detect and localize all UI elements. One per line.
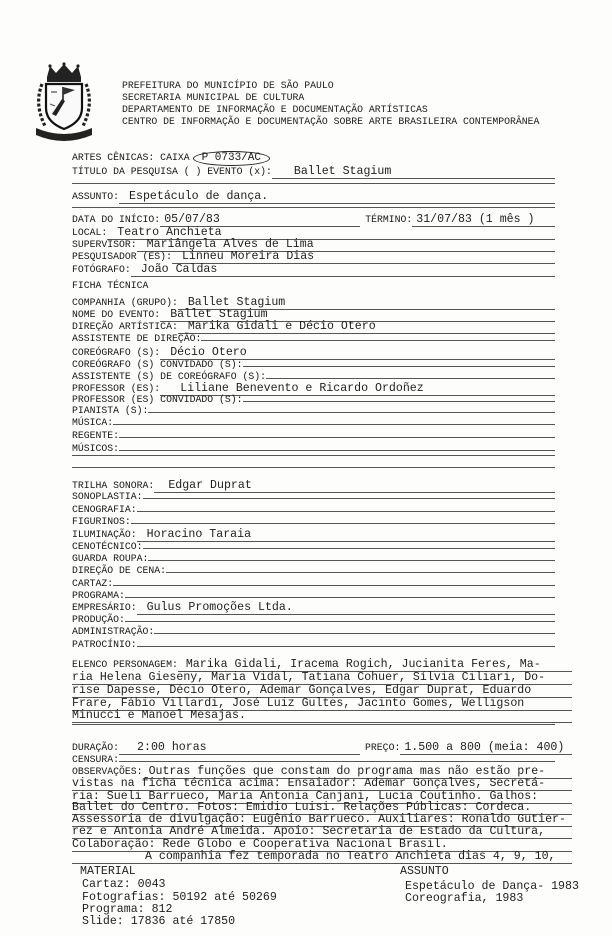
field-pesquisador: [72, 251, 555, 263]
field-patrocinio: [72, 639, 555, 651]
field-value: [137, 511, 555, 512]
blank-line: [72, 455, 555, 467]
field-value: Ballet Stagium: [160, 309, 555, 322]
blank-line: [72, 724, 555, 736]
field-value: [113, 424, 555, 425]
field-musica: [72, 417, 555, 429]
field-value: [125, 597, 555, 598]
field-musicos: [72, 443, 555, 455]
field-programa: [72, 590, 555, 602]
field-cartaz: [72, 578, 555, 590]
field-cenotecnico: [72, 541, 555, 553]
field-label: COMPANHIA (GRUPO):: [72, 297, 178, 308]
elenco-line: Frare, Fábio Villardi, José Luiz Gultes, Jacinto Gomes, Welligson: [72, 698, 572, 711]
field-value: Marika Gidali e Décio Otero: [178, 321, 555, 334]
field-value: [266, 378, 555, 379]
field-value: [154, 633, 555, 634]
field-value: Ballet Stagium: [178, 297, 555, 310]
header-departamento: DEPARTAMENTO DE INFORMAÇÃO E DOCUMENTAÇÃO ARTÍSTICAS: [122, 104, 428, 115]
field-direcao-artistica: [72, 321, 555, 333]
field-label: TRILHA SONORA:: [72, 480, 155, 491]
titulo-label: TÍTULO DA PESQUISA ( ) EVENTO (x):: [72, 166, 272, 177]
observacoes-line: vistas na ficha técnica acima: Ensaiador: Ademar Gonçalves, Secretá-: [72, 778, 572, 791]
field-label: NOME DO EVENTO:: [72, 309, 161, 320]
caixa-label: ARTES CÊNICAS: CAIXA: [72, 152, 190, 163]
observacoes-continuation: [72, 778, 572, 790]
field-label: ASSISTENTE DE DIREÇÃO:: [72, 333, 202, 344]
observacoes-line: Colaboração: Rede Globo e Cooperativa Nacional Brasil.: [72, 839, 572, 852]
field-guarda-roupa: [72, 553, 555, 565]
field-titulo: [72, 166, 555, 178]
field-label: ILUMINAÇÃO:: [72, 529, 137, 540]
field-regente: [72, 430, 555, 442]
termino-value: 31/07/83 (1 mês ): [412, 214, 555, 227]
field-empresario: [72, 602, 555, 614]
field-value: [243, 401, 556, 402]
material-item: Cartaz: 0043: [82, 878, 166, 891]
field-coreografo: [72, 347, 555, 359]
field-duracao-preco: [72, 742, 572, 754]
field-value: [137, 646, 555, 647]
elenco-line: ria Helena Gieseny, Maria Vidal, Tatiana Cohuer, Sílvia Ciliari, Do-: [72, 672, 572, 685]
material-title: MATERIAL: [80, 865, 136, 878]
local-label: LOCAL:: [72, 227, 108, 238]
field-caixa: [72, 151, 555, 165]
supervisor-label: SUPERVISOR:: [72, 239, 137, 250]
field-label: PROGRAMA:: [72, 590, 125, 601]
observacoes-line: rez e Antonia André Almeida. Apoio: Secretaria de Estado da Cultura,: [72, 826, 572, 839]
field-value: [148, 412, 555, 413]
censura-label: CENSURA:: [72, 754, 120, 765]
field-value: Gulus Promoções Ltda.: [137, 602, 555, 615]
field-value: [143, 548, 555, 549]
elenco-label: ELENCO PERSONAGEM:: [72, 659, 178, 670]
observacoes-line: A companhia fez temporada no Teatro Anchieta dias 4, 9, 10,: [72, 851, 572, 864]
field-assistente-direcao: [72, 333, 555, 345]
coat-of-arms-icon: [33, 62, 95, 144]
field-producao: [72, 614, 555, 626]
field-label: CENOTÉCNICO:: [72, 541, 143, 552]
header-prefeitura: PREFEITURA DO MUNICÍPIO DE SÃO PAULO: [122, 80, 334, 91]
field-value: Edgar Duprat: [154, 480, 555, 493]
field-label: PROFESSOR (ES) CONVIDADO (S):: [72, 394, 243, 405]
field-label: EMPRESÁRIO:: [72, 602, 137, 613]
field-label: REGENTE:: [72, 430, 120, 441]
field-label: SONOPLASTIA:: [72, 491, 143, 502]
data-inicio-value: 05/07/83: [160, 214, 360, 227]
assunto-footer-item: Coreografia, 1983: [405, 892, 524, 905]
field-pianista: [72, 405, 555, 417]
censura-value: [119, 761, 555, 762]
material-item: Programa: 812: [82, 903, 173, 916]
blank-fill: [72, 455, 555, 456]
caixa-number-stamp: P 0733/AC: [193, 151, 270, 166]
elenco-line: Marika Gidali, Iracema Rogich, Jucianita Feres, Ma-: [178, 659, 572, 672]
observacoes-label: OBSERVAÇÕES:: [72, 766, 143, 777]
field-fotografo: [72, 264, 555, 276]
divider: [72, 207, 555, 208]
field-label: ADMINISTRAÇÃO:: [72, 626, 155, 637]
elenco-line: Minucci e Manoel Mesajas.: [72, 710, 572, 723]
pesquisador-label: PESQUISADOR (ES):: [72, 251, 172, 262]
field-label: MÚSICA:: [72, 417, 114, 428]
observacoes-line: ria: Sueli Barrueco, Maria Antonia Canjani, Lucia Coutinho. Galhos:: [72, 791, 572, 804]
assunto-label: ASSUNTO:: [72, 191, 120, 202]
field-assunto: [72, 191, 555, 203]
field-label: DIREÇÃO DE CENA:: [72, 565, 167, 576]
field-direcao-cena: [72, 565, 555, 577]
field-administracao: [72, 626, 555, 638]
field-figurinos: [72, 516, 555, 528]
elenco-continuation: [72, 710, 572, 722]
field-datas: [72, 214, 555, 226]
field-companhia: [72, 297, 555, 309]
field-label: CARTAZ:: [72, 578, 114, 589]
material-item: Slide: 17836 até 17850: [82, 915, 236, 928]
field-value: [119, 450, 555, 451]
preco-label: PREÇO:: [365, 742, 401, 753]
supervisor-value: Mariângela Alves de Lima: [137, 239, 555, 252]
ficha-tecnica-title: FICHA TÉCNICA: [72, 280, 149, 291]
divider: [72, 183, 555, 184]
field-label: PROFESSOR (ES):: [72, 383, 161, 394]
field-coreografo-convidado: [72, 359, 555, 371]
header-centro: CENTRO DE INFORMAÇÃO E DOCUMENTAÇÃO SOBRE ARTE BRASILEIRA CONTEMPORÂNEA: [122, 116, 540, 127]
field-label: MÚSICOS:: [72, 443, 120, 454]
field-value: [131, 523, 555, 524]
observacoes-continuation: [72, 851, 572, 863]
field-value: [113, 585, 555, 586]
data-inicio-label: DATA DO INÍCIO:: [72, 214, 161, 225]
titulo-value: Ballet Stagium: [272, 166, 555, 179]
elenco-continuation: [72, 672, 572, 684]
elenco-continuation: [72, 685, 572, 697]
pesquisador-value: Linneu Moreira Dias: [172, 251, 555, 264]
field-sonoplastia: [72, 491, 555, 503]
local-value: Teatro Anchieta: [107, 227, 555, 240]
field-label: PATROCÍNIO:: [72, 639, 137, 650]
termino-label: TÉRMINO:: [365, 214, 413, 225]
field-label: COREÓGRAFO (S):: [72, 347, 161, 358]
field-label: ASSISTENTE (S) DE COREÓGRAFO (S):: [72, 371, 267, 382]
duracao-label: DURAÇÃO:: [72, 742, 120, 753]
material-item: Fotografias: 50192 até 50269: [82, 891, 277, 904]
field-value: Liliane Benevento e Ricardo Ordoñez: [160, 383, 555, 396]
assunto-value: Espetáculo de dança.: [119, 191, 555, 204]
field-value: [143, 498, 555, 499]
field-value: [166, 572, 555, 573]
fotografo-value: João Caldas: [131, 264, 555, 277]
field-label: COREÓGRAFO (S) CONVIDADO (S):: [72, 359, 243, 370]
observacoes-line: Outras funções que constam do programa mas não estão pre-: [143, 766, 572, 779]
field-elenco: [72, 659, 572, 671]
field-value: [125, 621, 555, 622]
field-label: FIGURINOS:: [72, 516, 131, 527]
assunto-footer-title: ASSUNTO: [400, 865, 449, 878]
observacoes-line: Assessoria de divulgação: Eugênio Barrueco. Auxiliares: Ronaldo Gutier-: [72, 814, 572, 827]
field-label: PIANISTA (S):: [72, 405, 149, 416]
observacoes-line: Ballet do Centro. Fotos: Emidio Luisi. Relações Públicas: Cordeca.: [72, 802, 572, 815]
field-value: [148, 560, 555, 561]
field-label: PRODUÇÃO:: [72, 614, 125, 625]
field-label: GUARDA ROUPA:: [72, 553, 149, 564]
preco-value: 1.500 a 800 (meia: 400): [400, 742, 572, 755]
field-iluminacao: [72, 529, 555, 541]
fotografo-label: FOTÓGRAFO:: [72, 264, 131, 275]
blank-line: [72, 467, 555, 479]
field-value: Décio Otero: [160, 347, 555, 360]
field-value: [119, 437, 555, 438]
observacoes-continuation: [72, 826, 572, 838]
field-label: DIREÇÃO ARTÍSTICA:: [72, 321, 178, 332]
duracao-value: 2:00 horas: [119, 742, 360, 755]
field-cenografia: [72, 504, 555, 516]
blank-fill: [72, 724, 555, 725]
header-secretaria: SECRETARIA MUNICIPAL DE CULTURA: [122, 92, 305, 103]
field-value: [201, 340, 555, 341]
field-value: Horacino Taraia: [137, 529, 555, 542]
blank-fill: [72, 467, 555, 468]
elenco-line: rise Dapesse, Décio Otero, Ademar Gonçalves, Edgar Duprat, Eduardo: [72, 685, 572, 698]
assunto-footer-item: Espetáculo de Dança- 1983: [405, 880, 579, 893]
field-value: [243, 366, 556, 367]
field-label: CENOGRAFIA:: [72, 504, 137, 515]
